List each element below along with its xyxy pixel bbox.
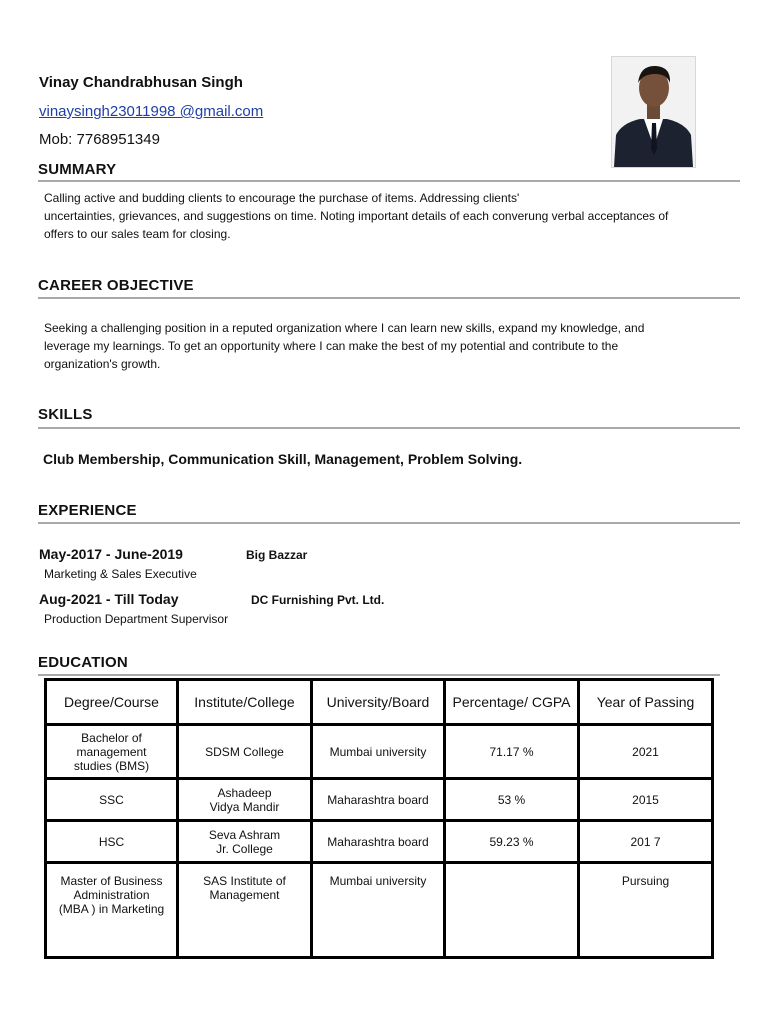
job-dates: May-2017 - June-2019 xyxy=(39,546,183,562)
education-table xyxy=(44,678,714,959)
candidate-name: Vinay Chandrabhusan Singh xyxy=(39,74,243,91)
column-header: Institute/College xyxy=(178,680,312,725)
table-cell: SAS Institute of Management xyxy=(178,863,312,958)
table-cell: 2015 xyxy=(579,779,713,821)
experience-divider xyxy=(38,522,740,524)
summary-heading: SUMMARY xyxy=(38,161,117,178)
column-header: University/Board xyxy=(312,680,445,725)
education-divider xyxy=(38,674,720,676)
table-row xyxy=(46,863,713,958)
objective-text xyxy=(44,319,734,373)
skills-divider xyxy=(38,427,740,429)
skills-list: Club Membership, Communication Skill, Management, Problem Solving. xyxy=(43,451,523,467)
table-cell: 53 % xyxy=(445,779,579,821)
summary-line: Calling active and budding clients to encourage the purchase of items. Addressing clients' xyxy=(44,191,520,205)
column-header: Degree/Course xyxy=(46,680,178,725)
skills-heading: SKILLS xyxy=(38,406,93,423)
objective-heading: CAREER OBJECTIVE xyxy=(38,277,194,294)
job-company: DC Furnishing Pvt. Ltd. xyxy=(251,593,385,607)
table-cell: Maharashtra board xyxy=(312,779,445,821)
profile-photo xyxy=(611,56,696,168)
education-heading: EDUCATION xyxy=(38,654,128,671)
job-dates: Aug-2021 - Till Today xyxy=(39,591,179,607)
table-cell: Pursuing xyxy=(579,863,713,958)
table-cell: 2021 xyxy=(579,725,713,779)
job-role: Marketing & Sales Executive xyxy=(44,567,197,581)
table-cell: Master of Business Administration (MBA ) in Marketing xyxy=(46,863,178,958)
profile-photo-image xyxy=(612,57,695,167)
table-row xyxy=(46,779,713,821)
summary-line: offers to our sales team for closing. xyxy=(44,227,231,241)
table-cell: 71.17 % xyxy=(445,725,579,779)
table-cell: Bachelor of management studies (BMS) xyxy=(46,725,178,779)
column-header: Year of Passing xyxy=(579,680,713,725)
table-row xyxy=(46,821,713,863)
mobile-number: Mob: 7768951349 xyxy=(39,131,160,148)
table-cell: Mumbai university xyxy=(312,863,445,958)
table-header-row xyxy=(46,680,713,725)
summary-text xyxy=(44,189,734,243)
email-link[interactable]: vinaysingh23011998 @gmail.com xyxy=(39,103,264,120)
table-cell: HSC xyxy=(46,821,178,863)
table-cell: 201 7 xyxy=(579,821,713,863)
objective-line: leverage my learnings. To get an opportunity where I can make the best of my potential and contribute to the xyxy=(44,339,619,353)
objective-line: organization's growth. xyxy=(44,357,161,371)
experience-heading: EXPERIENCE xyxy=(38,502,137,519)
table-row xyxy=(46,725,713,779)
job-company: Big Bazzar xyxy=(246,548,308,562)
table-cell: SSC xyxy=(46,779,178,821)
table-cell xyxy=(445,863,579,958)
job-role: Production Department Supervisor xyxy=(44,612,229,626)
table-cell: Ashadeep Vidya Mandir xyxy=(178,779,312,821)
objective-line: Seeking a challenging position in a reputed organization where I can learn new skills, expand my knowledge, and xyxy=(44,321,645,335)
table-cell: Maharashtra board xyxy=(312,821,445,863)
column-header: Percentage/ CGPA xyxy=(445,680,579,725)
summary-divider xyxy=(38,180,740,182)
summary-line: uncertainties, grievances, and suggestions on time. Noting important details of each converung verbal acceptances of xyxy=(44,209,669,223)
table-cell: SDSM College xyxy=(178,725,312,779)
table-cell: Mumbai university xyxy=(312,725,445,779)
objective-divider xyxy=(38,297,740,299)
table-cell: 59.23 % xyxy=(445,821,579,863)
table-cell: Seva Ashram Jr. College xyxy=(178,821,312,863)
